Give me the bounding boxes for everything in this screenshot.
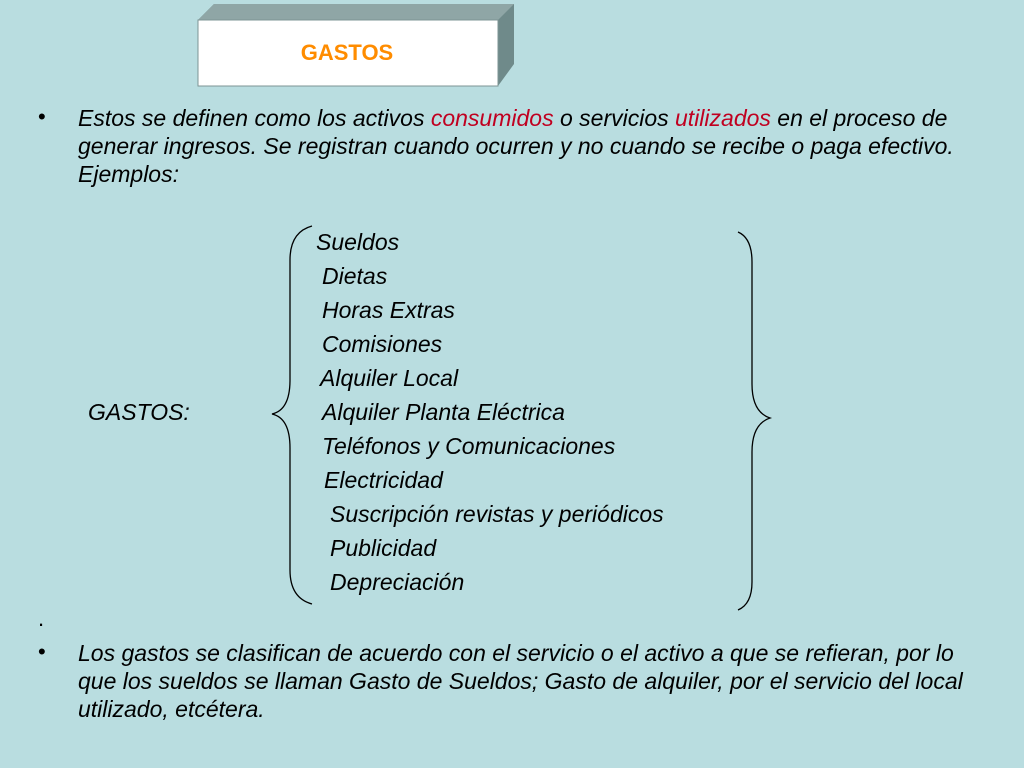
expense-item: Horas Extras (322, 297, 455, 323)
closing-bullet: • (38, 639, 46, 664)
intro-text-1: Estos se definen como los activos (78, 105, 431, 131)
expense-item: Publicidad (330, 535, 437, 561)
left-brace (272, 226, 312, 604)
intro-text-2: o servicios (553, 105, 676, 131)
expenses-label: GASTOS: (88, 399, 190, 425)
closing-paragraph: Los gastos se clasifican de acuerdo con el servicio o el activo a que se refieran, por lo que los sueldos se llaman Gasto de Sueldos; Gasto de alquiler, por el servicio del local utilizado, etcétera. (78, 640, 963, 722)
expense-item: Suscripción revistas y periódicos (330, 501, 664, 527)
right-brace (738, 232, 770, 610)
expense-item: Dietas (322, 263, 388, 289)
expense-item: Alquiler Local (320, 365, 459, 391)
page-title: GASTOS (300, 40, 394, 65)
separator-dot: . (38, 606, 45, 631)
expense-item: Teléfonos y Comunicaciones (322, 433, 616, 459)
expense-item: Comisiones (322, 331, 443, 357)
expense-item: Depreciación (330, 569, 465, 595)
highlight-utilizados: utilizados (675, 105, 771, 131)
expense-item: Alquiler Planta Eléctrica (322, 399, 565, 425)
expense-item: Electricidad (324, 467, 443, 493)
expense-item: Sueldos (316, 229, 400, 255)
intro-bullet: • (38, 104, 46, 129)
highlight-consumidos: consumidos (430, 105, 554, 131)
intro-text-3: en el proceso de generar ingresos. Se registran cuando ocurren y no cuando se recibe o paga efectivo. Ejemplos: (78, 105, 954, 187)
